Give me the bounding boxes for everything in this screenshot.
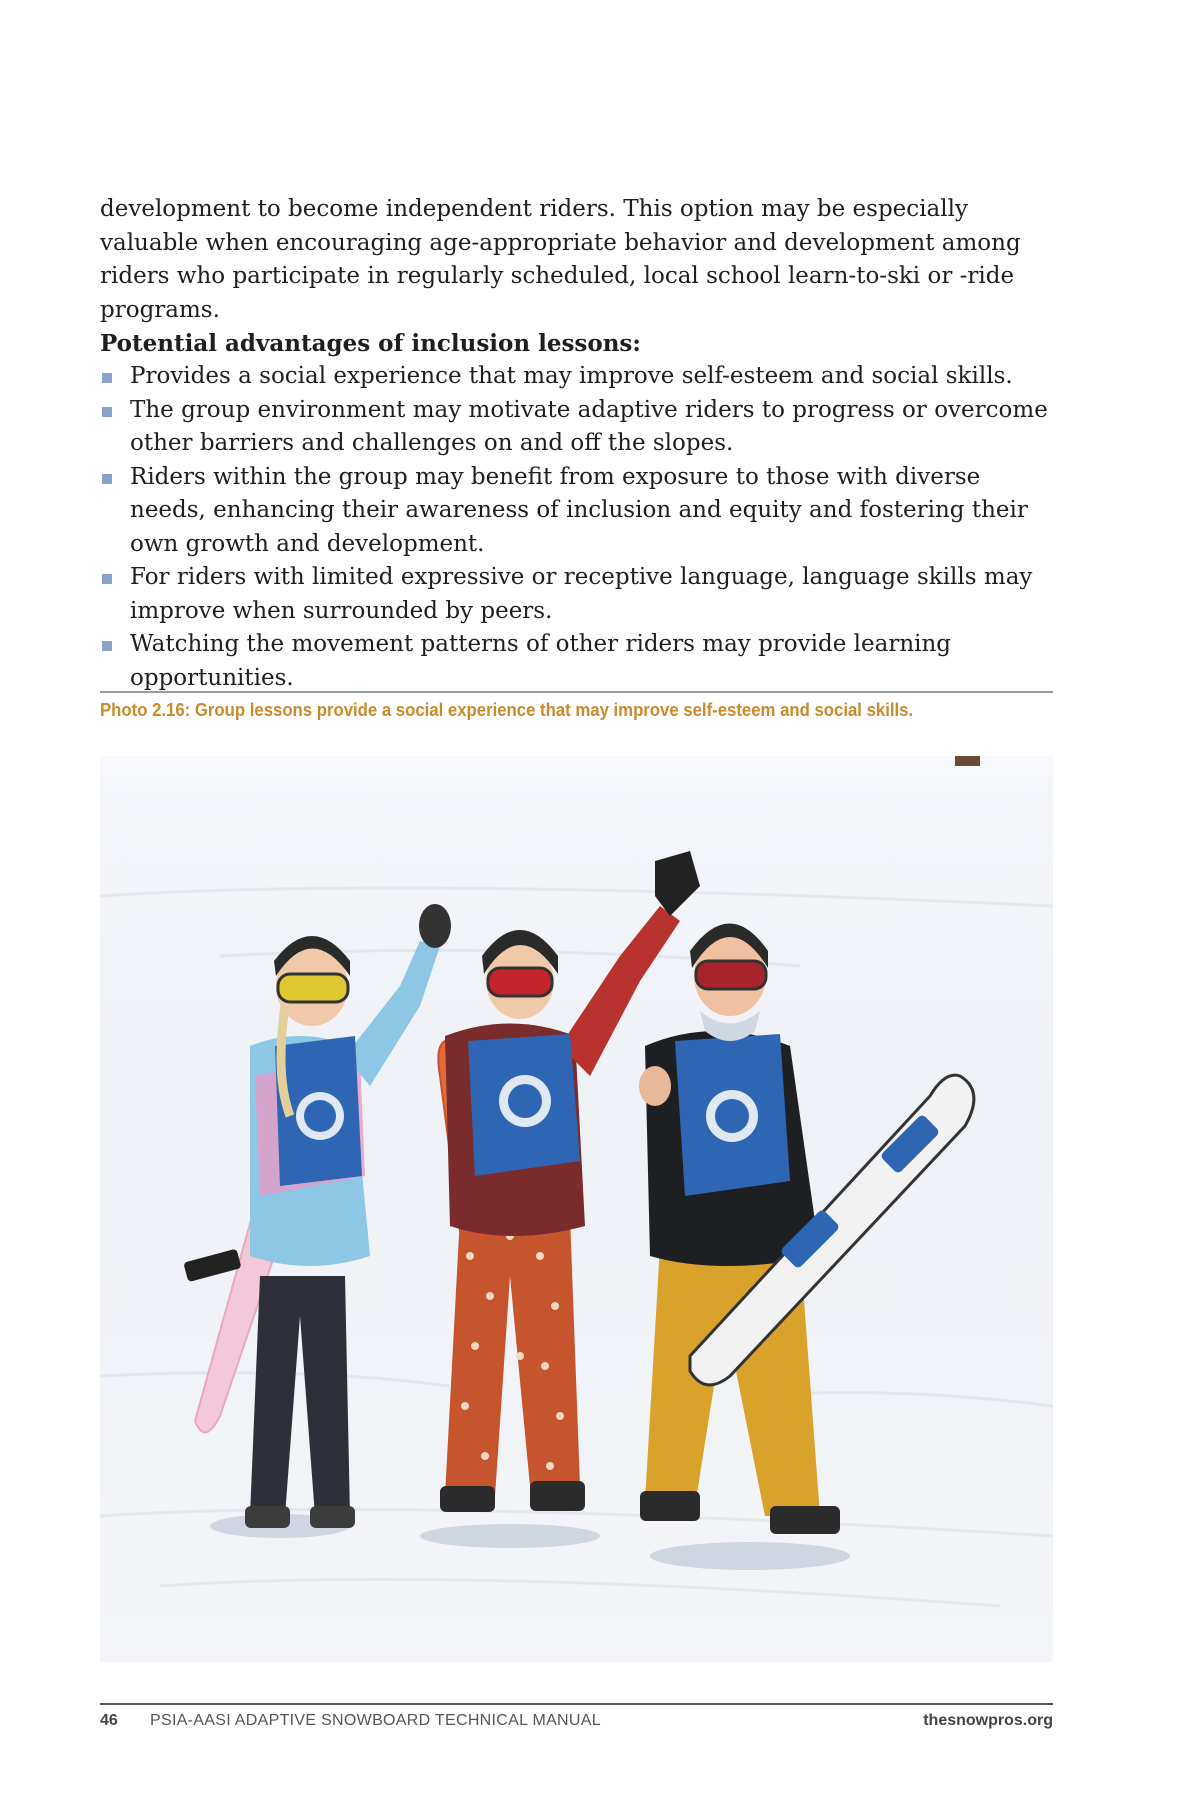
square-bullet-icon	[102, 373, 112, 383]
list-item-text: Riders within the group may benefit from exposure to those with diverse needs, enhancing their awareness of inclusion and equity and fostering their own growth and development.	[130, 463, 1028, 557]
square-bullet-icon	[102, 407, 112, 417]
left-rider	[183, 904, 451, 1528]
list-item	[100, 360, 1060, 394]
square-bullet-icon	[102, 474, 112, 484]
snowboarders-photo	[100, 756, 1053, 1662]
right-rider	[639, 924, 974, 1535]
footer-divider	[100, 1703, 1053, 1705]
photo-caption: Photo 2.16: Group lessons provide a social experience that may improve self-esteem and social skills.	[100, 700, 914, 720]
manual-title: PSIA-AASI ADAPTIVE SNOWBOARD TECHNICAL MANUAL	[150, 1712, 601, 1729]
body-paragraph: development to become independent riders. This option may be especially valuable when encouraging age-appropriate behavior and development among riders who participate in regularly scheduled, local school learn-to-ski or -ride programs.	[100, 196, 1021, 323]
page-footer	[100, 1712, 1053, 1736]
list-item	[100, 461, 1060, 562]
list-item-text: The group environment may motivate adaptive riders to progress or overcome other barriers and challenges on and off the slopes.	[130, 396, 1048, 456]
snowboarders-illustration	[100, 756, 1053, 1662]
square-bullet-icon	[102, 574, 112, 584]
website-link[interactable]: thesnowpros.org	[923, 1712, 1053, 1729]
advantages-list	[100, 360, 1060, 695]
page-number: 46	[100, 1712, 118, 1729]
list-item	[100, 561, 1060, 628]
square-bullet-icon	[102, 641, 112, 651]
section-heading: Potential advantages of inclusion lessons:	[100, 330, 641, 357]
list-item-text: Watching the movement patterns of other riders may provide learning opportunities.	[130, 631, 952, 691]
list-item-text: Provides a social experience that may improve self-esteem and social skills.	[130, 363, 1013, 389]
list-item-text: For riders with limited expressive or receptive language, language skills may improve when surrounded by peers.	[130, 564, 1033, 624]
list-item	[100, 628, 1060, 695]
list-item	[100, 394, 1060, 461]
caption-divider	[100, 691, 1053, 693]
